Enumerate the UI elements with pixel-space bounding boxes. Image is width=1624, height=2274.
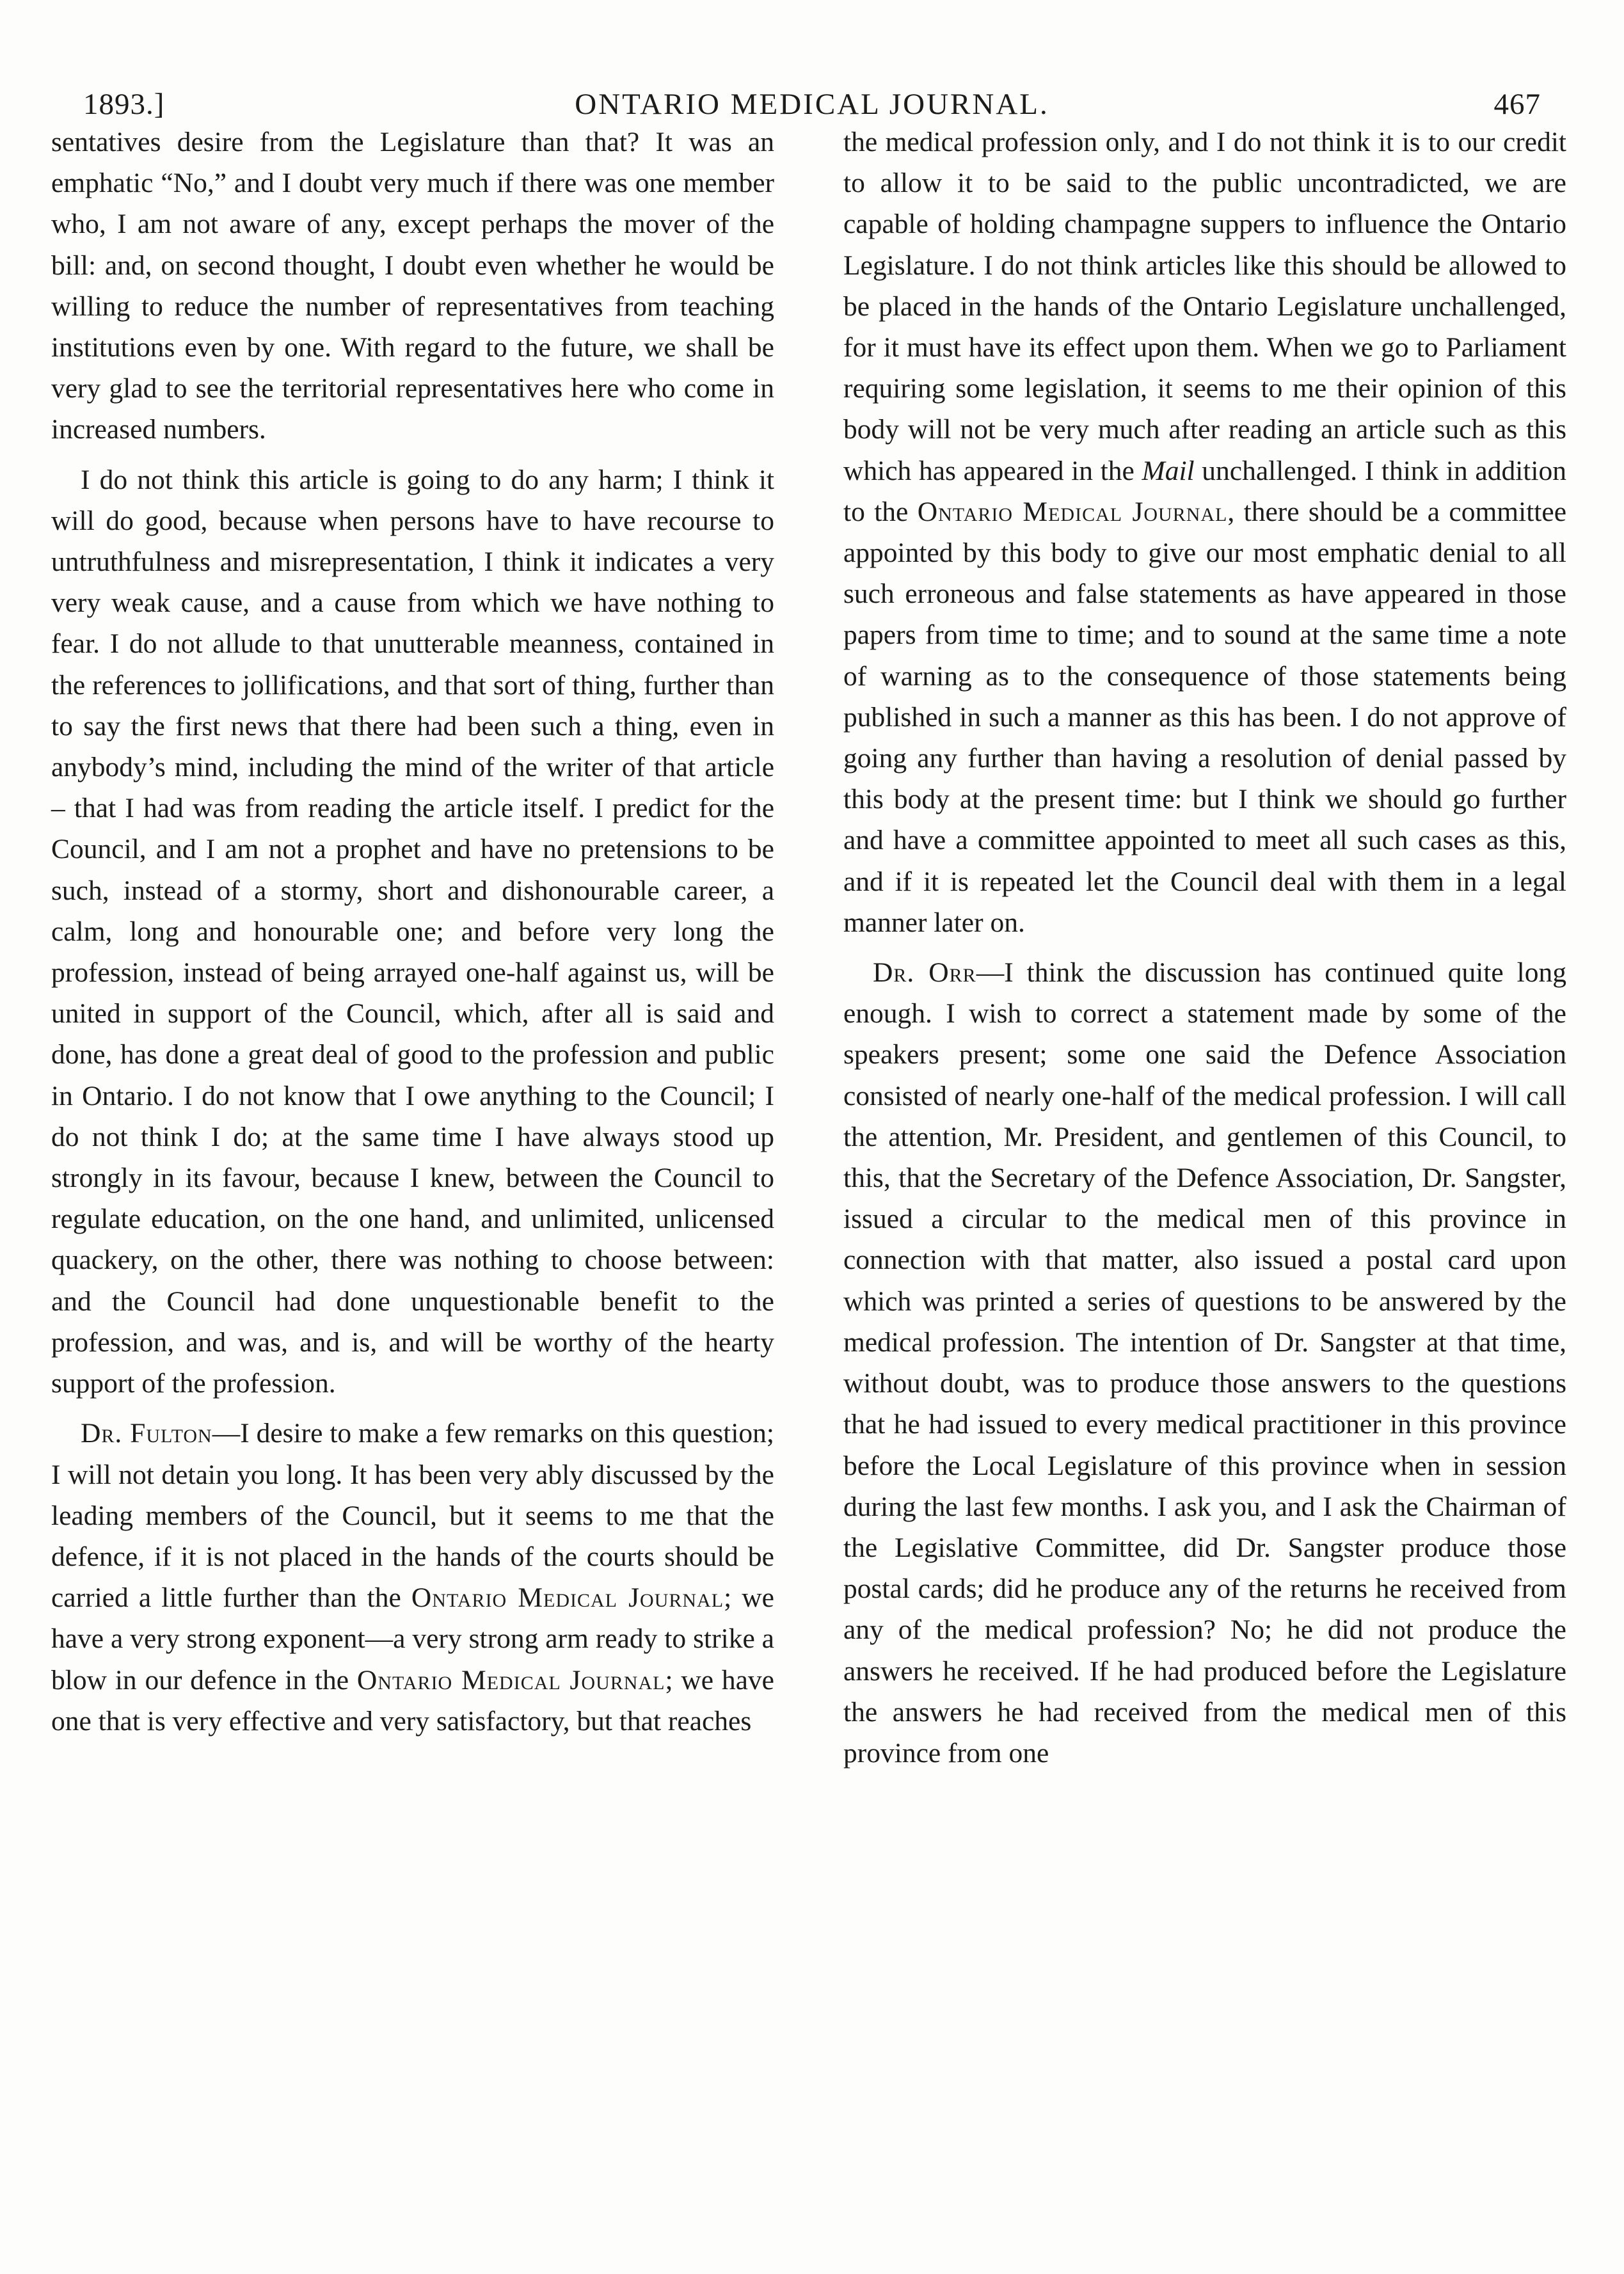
- right-paragraph-2: [843, 952, 1566, 1774]
- right-paragraph-2-text: —I think the discussion has continued quite long enough. I wish to correct a statement made by some of the speakers present; some one said the Defence Association consisted of nearly one-half of the medical profession. I will call the attention, Mr. President, and gentlemen of this Council, to this, that the Secretary of the Defence Association, Dr. Sangster, issued a circular to the medical men of this province in connection with that matter, also issued a postal card upon which was printed a series of questions to be answered by the medical profession. The intention of Dr. Sangster at that time, without doubt, was to produce those answers to the questions that he had issued to every medical practitioner in this province before the Local Legislature of this province when in session during the last few months. I ask you, and I ask the Chairman of the Legislative Committee, did Dr. Sangster produce those postal cards; did he produce any of the returns he received from any of the medical profession? No; he did not produce the answers he received. If he had produced before the Legislature the answers he had received from the medical men of this province from one: [843, 957, 1566, 1769]
- left-paragraph-3-text-a: —I desire to make a few remarks on this question; I will not detain you long. It has been very ably discussed by the leading members of the Council, but it seems to me that the defence, if it is not placed in the hands of the courts should be carried a little further than the: [51, 1418, 774, 1614]
- left-paragraph-3-text-c: ; we have one that is very effective and very satisfactory, but that reaches: [51, 1664, 774, 1737]
- speaker-name-fulton: Dr. Fulton: [81, 1418, 212, 1449]
- journal-reference-1: Ontario Medical Journal: [411, 1582, 724, 1614]
- left-paragraph-3: [51, 1413, 774, 1742]
- header-year: 1893.]: [83, 88, 165, 121]
- left-paragraph-1: sentatives desire from the Legislature than that? It was an emphatic “No,” and I doubt very much if there was one member who, I am not aware of any, except perhaps the mover of the bill: and, on second thought, I doubt even whether he would be willing to reduce the number of representatives from teaching institutions even by one. With regard to the future, we shall be very glad to see the territorial representatives here who come in increased numbers.: [51, 127, 774, 445]
- right-paragraph-1-text-a: the medical profession only, and I do not think it is to our credit to allow it to be said to the public uncontradicted, we are capable of holding champagne suppers to influence the Ontario Legislature. I do not think articles like this should be allowed to be placed in the hands of the Ontario Legislature unchallenged, for it must have its effect upon them. When we go to Parliament requiring some legislation, it seems to me their opinion of this body will not be very much after reading an article such as this which has appeared in the: [843, 127, 1566, 486]
- newspaper-mail: Mail: [1142, 455, 1195, 486]
- right-paragraph-1: [843, 122, 1566, 943]
- journal-reference-2: Ontario Medical Journal: [356, 1664, 665, 1696]
- left-paragraph-3-text-b: ; we have a very strong exponent—a very strong arm ready to strike a blow in our defence in the: [51, 1582, 774, 1696]
- speaker-name-orr: Dr. Orr: [873, 957, 976, 989]
- running-head: [83, 82, 1541, 127]
- header-journal-title: ONTARIO MEDICAL JOURNAL.: [575, 88, 1049, 121]
- right-column: [843, 122, 1566, 1774]
- header-page-number: 467: [1493, 88, 1541, 121]
- right-paragraph-1-text-c: , there should be a committee appointed by this body to give our most emphatic denial to all such erroneous and false statements as have appeared in those papers from time to time; and to sound at the same time a note of warning as to the consequence of those statements being published in such a manner as this has been. I do not approve of going any further than having a resolution of denial passed by this body at the present time: but I think we should go further and have a committee appointed to meet all such cases as this, and if it is repeated let the Council deal with them in a legal manner later on.: [843, 496, 1566, 938]
- left-paragraph-2: I do not think this article is going to do any harm; I think it will do good, because when persons have to have recourse to untruthfulness and misrepresentation, I think it indicates a very very weak cause, and a cause from which we have nothing to fear. I do not allude to that unutterable meanness, contained in the references to jollifications, and that sort of thing, further than to say the first news that there had been such a thing, even in anybody’s mind, including the mind of the writer of that article – that I had was from reading the article itself. I predict for the Council, and I am not a prophet and have no pretensions to be such, instead of a stormy, short and dishonourable career, a calm, long and honourable one; and before very long the profession, instead of being arrayed one-half against us, will be united in support of the Council, which, after all is said and done, has done a great deal of good to the profession and public in Ontario. I do not know that I owe anything to the Council; I do not think I do; at the same time I have always stood up strongly in its favour, because I knew, between the Council to regulate education, on the one hand, and unlimited, unlicensed quackery, on the other, there was nothing to choose between: and the Council had done unquestionable benefit to the profession, and was, and is, and will be worthy of the hearty support of the profession.: [51, 464, 774, 1399]
- left-column: [51, 122, 774, 1742]
- journal-reference-3: Ontario Medical Journal: [917, 496, 1228, 527]
- right-paragraph-1-text-b: unchallenged. I think in addition to the: [843, 455, 1566, 527]
